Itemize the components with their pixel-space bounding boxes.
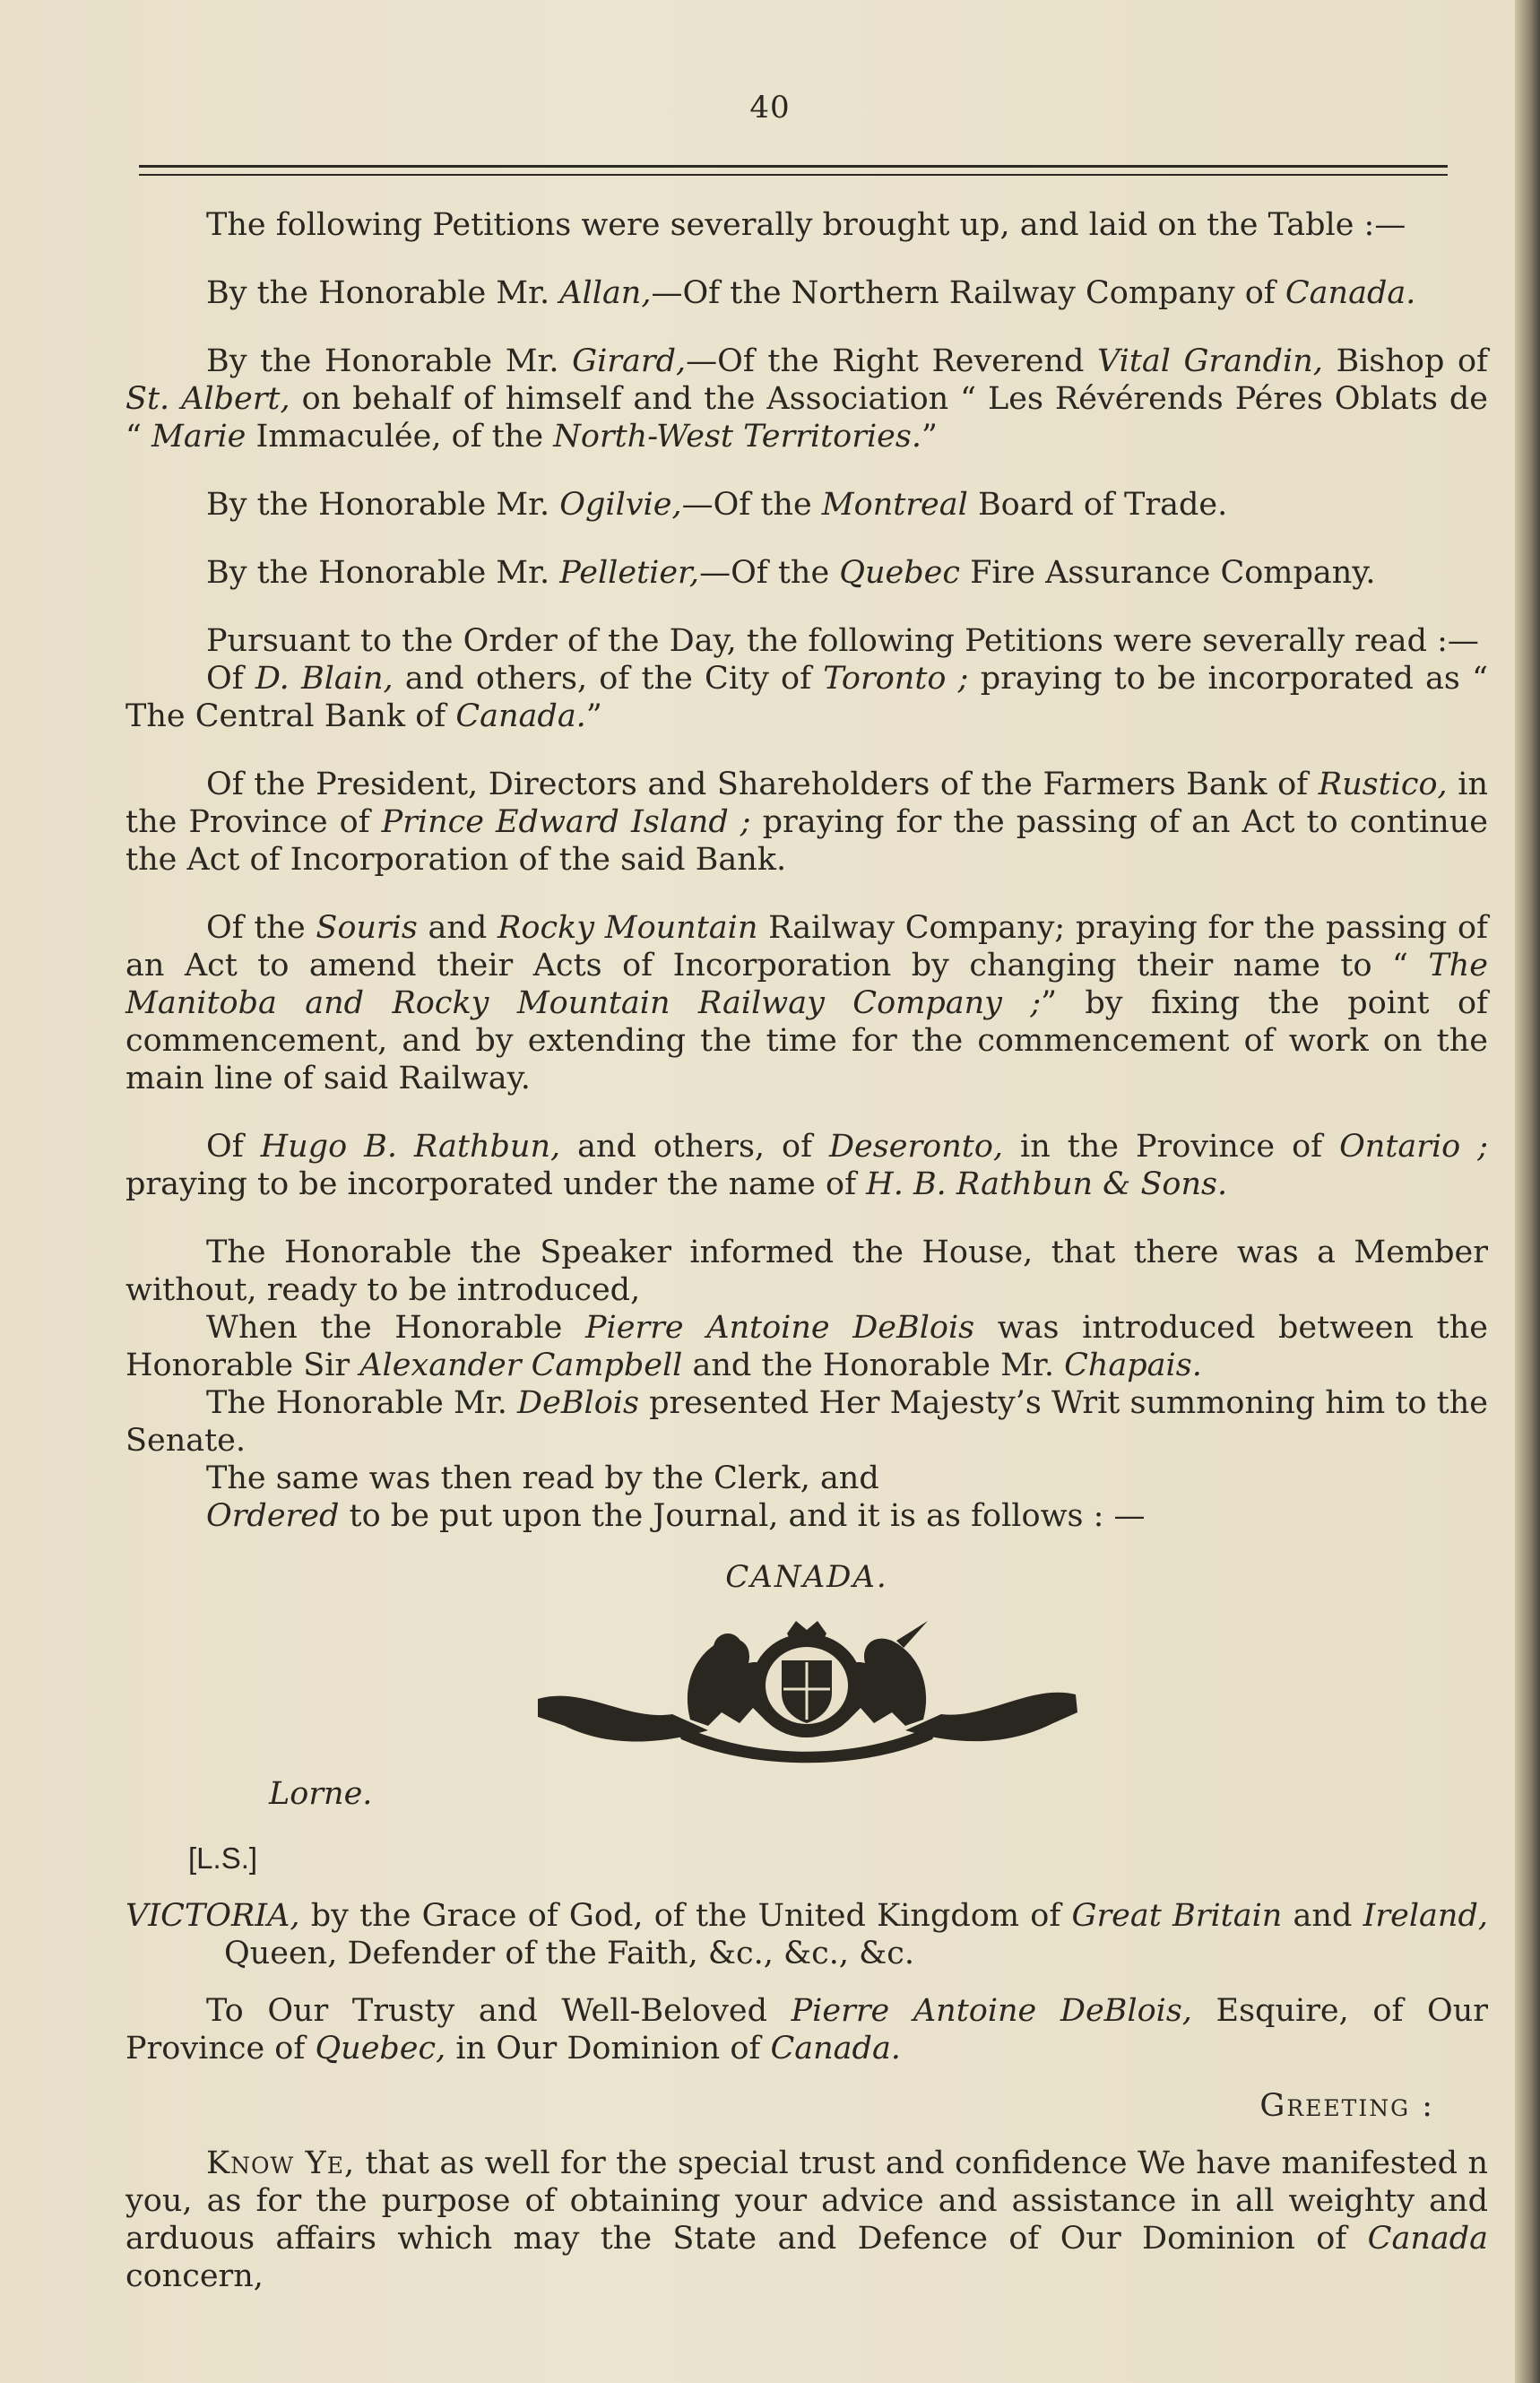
name: Pierre Antoine DeBlois, <box>791 1993 1192 2029</box>
text: The Honorable the Speaker informed the House, that there was a Member without, ready to be introduced, <box>125 1235 1488 1308</box>
paragraph-speaker-informed <box>125 1234 1488 1309</box>
page-number: 40 <box>749 90 791 126</box>
text: Of <box>206 661 255 697</box>
text: praying for the passing of an Act to continue the Act of Incorporation of the said Bank. <box>125 804 1488 878</box>
seal-mark: [L.S.] <box>188 1841 258 1875</box>
place: Ireland, <box>1363 1898 1488 1934</box>
governor-signature-lorne: Lorne. <box>269 1776 373 1812</box>
text: by the Grace of God, of the United Kingdom of <box>299 1898 1072 1934</box>
royal-coat-of-arms-image <box>529 1614 1085 1766</box>
paragraph-writ-presented <box>125 1384 1488 1460</box>
paragraph-petition-souris-railway <box>125 909 1488 1097</box>
name: Vital Grandin, <box>1096 343 1323 379</box>
paragraph-petitions-brought-up <box>125 206 1488 244</box>
name: Girard, <box>572 343 687 379</box>
text: Bishop of <box>1322 343 1489 379</box>
text: Of <box>206 1129 261 1165</box>
text: —Of the Northern Railway Company of <box>651 275 1285 311</box>
text: praying to be incorporated under the name of <box>125 1166 867 1202</box>
paragraph-addressee <box>125 1992 1488 2067</box>
company-name: The Manitoba and Rocky Mountain Railway Company ; <box>125 948 1488 1021</box>
text: By the Honorable Mr. <box>206 275 560 311</box>
paragraph-read-by-clerk <box>125 1460 1488 1497</box>
place: Quebec <box>839 555 960 591</box>
text: Railway Company; praying for the passing of an Act to amend their Acts of Incorporation by changing their name to “ <box>125 910 1488 984</box>
text: —Of the Right Reverend <box>686 343 1097 379</box>
text: The Honorable Mr. <box>206 1385 518 1421</box>
place: Prince Edward Island ; <box>381 804 751 840</box>
text: concern, <box>125 2258 264 2294</box>
place: Quebec, <box>315 2031 446 2067</box>
place: Montreal <box>821 487 968 523</box>
place: Souris <box>316 910 418 946</box>
text: By the Honorable Mr. <box>206 487 560 523</box>
text: praying to be incorporated as “ The Central Bank of <box>125 661 1488 734</box>
text: in the Province of <box>1003 1129 1340 1165</box>
name: Alexander Campbell <box>359 1347 683 1383</box>
place: Ontario ; <box>1339 1129 1488 1165</box>
sovereign-name: VICTORIA, <box>125 1898 300 1934</box>
paragraph-petition-farmers-bank <box>125 766 1488 879</box>
text: ” by fixing the point of commencement, and by extending the time for the commencement of work on the main line of said Railway. <box>125 985 1488 1096</box>
paragraph-member-introduced <box>125 1309 1488 1384</box>
name: DeBlois <box>517 1385 639 1421</box>
name: Hugo B. Rathbun, <box>260 1129 561 1165</box>
text: Queen, Defender of the Faith, &c., &c., &c. <box>224 1936 914 1971</box>
place: Canada. <box>455 698 586 734</box>
text: —Of the <box>699 555 840 591</box>
text: Fire Assurance Company. <box>959 555 1376 591</box>
text: Board of Trade. <box>967 487 1228 523</box>
text: and <box>1282 1898 1363 1934</box>
paragraph-petition-allan <box>125 274 1488 312</box>
greeting: Greeting : <box>1259 2088 1434 2124</box>
text: ” <box>585 698 602 734</box>
paragraph-order-of-day <box>125 622 1488 660</box>
paragraph-petition-rathbun <box>125 1128 1488 1203</box>
place: Great Britain <box>1071 1898 1283 1934</box>
place: Rocky Mountain <box>497 910 758 946</box>
text: The same was then read by the Clerk, and <box>206 1460 879 1496</box>
place: Canada <box>1367 2221 1488 2257</box>
ordered-word: Ordered <box>206 1498 340 1534</box>
paragraph-petition-pelletier <box>125 554 1488 592</box>
name: Ogilvie, <box>559 487 682 523</box>
text: The following Petitions were severally brought up, and laid on the Table :— <box>206 207 1406 243</box>
adjacent-page-edge <box>1515 0 1540 2383</box>
header-rule-top <box>139 165 1448 168</box>
text: in the Province of <box>125 767 1488 840</box>
text: that as well for the special trust and confidence We have manifested n you, as for the purpose of obtaining your advice and assistance in all weighty and arduous affairs which may the State and Defence of Our Dominion of <box>125 2145 1488 2257</box>
place: Toronto ; <box>823 661 969 697</box>
text: Of the President, Directors and Shareholders of the Farmers Bank of <box>206 767 1319 802</box>
text: and others, of the City of <box>393 661 824 697</box>
name: Marie <box>151 419 247 455</box>
text: and the Honorable Mr. <box>682 1347 1065 1383</box>
text: and others, of <box>560 1129 829 1165</box>
text: Pursuant to the Order of the Day, the following Petitions were severally read :— <box>206 623 1479 659</box>
text: —Of the <box>681 487 822 523</box>
know-ye: Know Ye, <box>206 2145 356 2181</box>
company-name: H. B. Rathbun & Sons. <box>866 1166 1228 1202</box>
text: was introduced between the Honorable Sir <box>125 1310 1488 1383</box>
place: Deseronto, <box>829 1129 1004 1165</box>
text: To Our Trusty and Well-Beloved <box>206 1993 792 2029</box>
text: to be put upon the Journal, and it is as follows : — <box>339 1498 1146 1534</box>
header-rule-bottom <box>139 174 1448 176</box>
writ-heading-canada: CANADA. <box>725 1559 888 1595</box>
paragraph-petition-girard <box>125 342 1488 455</box>
text: Esquire, of Our Province of <box>125 1993 1488 2067</box>
paragraph-victoria <box>125 1897 1488 1972</box>
name: Allan, <box>559 275 652 311</box>
place: North-West Territories. <box>553 419 921 455</box>
paragraph-petition-ogilvie <box>125 486 1488 524</box>
paragraph-ordered-journal <box>125 1497 1488 1535</box>
text: presented Her Majesty’s Writ summoning him to the Senate. <box>125 1385 1488 1459</box>
document-body <box>125 206 1488 2295</box>
paragraph-know-ye <box>125 2145 1488 2295</box>
name: Pelletier, <box>559 555 700 591</box>
text: Of the <box>206 910 316 946</box>
paragraph-petition-blain <box>125 660 1488 735</box>
name: Chapais. <box>1064 1347 1202 1383</box>
text: By the Honorable Mr. <box>206 343 573 379</box>
name: D. Blain, <box>255 661 394 697</box>
text: and <box>417 910 498 946</box>
text: ” <box>921 419 938 455</box>
place: Rustico, <box>1318 767 1448 802</box>
place: Canada. <box>770 2031 901 2067</box>
place: St. Albert, <box>125 381 290 417</box>
text: By the Honorable Mr. <box>206 555 560 591</box>
text: on behalf of himself and the Association “ Les Révérends Péres Oblats de “ <box>125 381 1488 455</box>
text: in Our Dominion of <box>446 2031 771 2067</box>
text: Immaculée, of the <box>246 419 554 455</box>
place: Canada. <box>1285 275 1416 311</box>
name: Pierre Antoine DeBlois <box>584 1310 975 1346</box>
text: When the Honorable <box>206 1310 585 1346</box>
